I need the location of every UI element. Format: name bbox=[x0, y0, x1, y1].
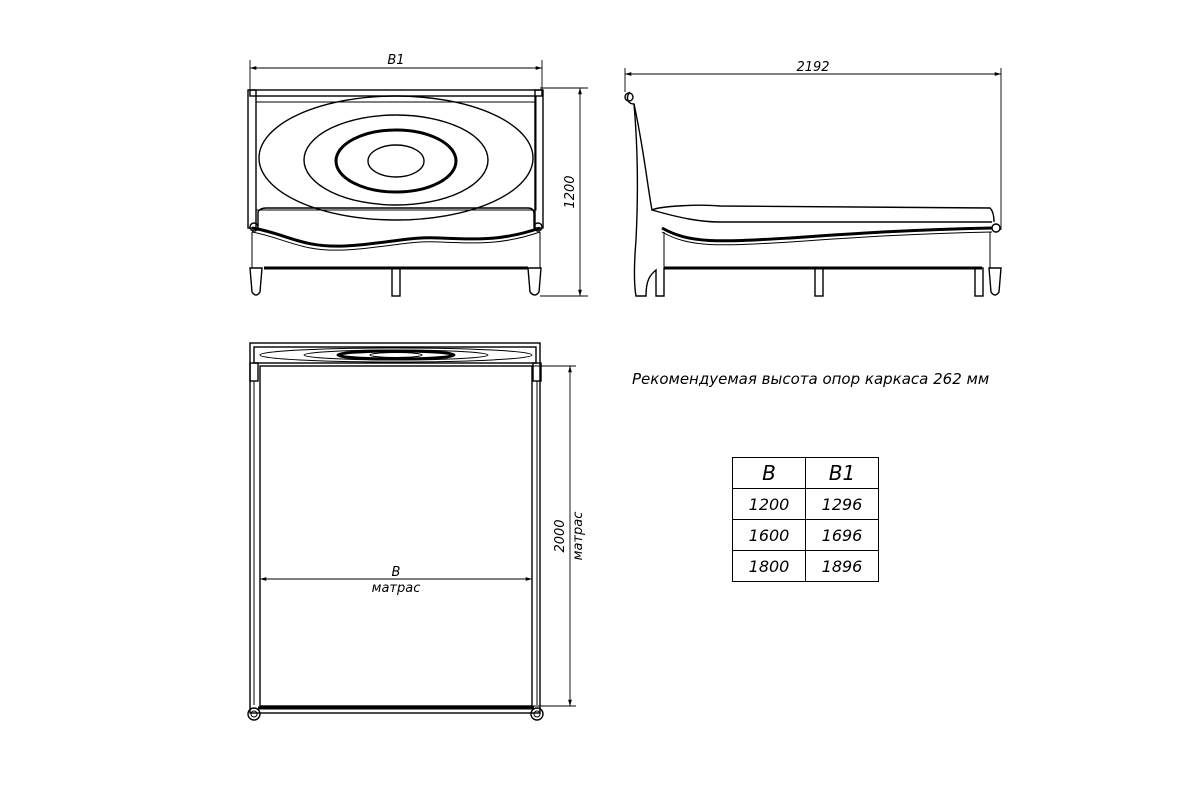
recommendation-note: Рекомендуемая высота опор каркаса 262 мм bbox=[632, 370, 990, 388]
size-table-cell: 1600 bbox=[733, 520, 806, 551]
top-length-label: 2000 bbox=[553, 519, 568, 553]
front-height-label: 1200 bbox=[563, 175, 578, 209]
top-foot-post-left bbox=[248, 708, 260, 720]
side-leg-foot bbox=[989, 268, 1001, 295]
front-wave-rail bbox=[252, 228, 540, 246]
front-width-label: B1 bbox=[387, 53, 405, 68]
top-view bbox=[248, 343, 586, 720]
top-mattress bbox=[260, 366, 532, 706]
side-length-label: 2192 bbox=[796, 60, 830, 75]
top-length-sublabel: матрас bbox=[571, 511, 586, 561]
size-table-cell: 1800 bbox=[733, 551, 806, 582]
size-table-cell: 1696 bbox=[806, 520, 879, 551]
top-frame bbox=[250, 343, 540, 713]
table-row bbox=[733, 489, 879, 520]
top-width-label: B bbox=[391, 565, 401, 580]
headboard-ellipse-inner bbox=[368, 145, 424, 177]
table-row bbox=[733, 520, 879, 551]
size-table-header bbox=[733, 458, 879, 489]
top-foot-post-right bbox=[531, 708, 543, 720]
top-width-sublabel: матрас bbox=[371, 581, 421, 596]
size-table bbox=[732, 457, 879, 582]
side-wave-rail bbox=[662, 228, 992, 241]
size-table-cell: 1896 bbox=[806, 551, 879, 582]
front-view bbox=[248, 53, 588, 296]
side-headboard-profile bbox=[627, 92, 994, 222]
front-leg-right bbox=[528, 268, 541, 295]
size-table-cell: 1296 bbox=[806, 489, 879, 520]
size-table-cell: 1200 bbox=[733, 489, 806, 520]
table-row bbox=[733, 551, 879, 582]
front-leg-left bbox=[250, 268, 262, 295]
size-table-header-cell: B bbox=[733, 458, 806, 489]
side-view bbox=[625, 60, 1001, 296]
front-center-support bbox=[392, 268, 400, 296]
size-table-header-cell: B1 bbox=[806, 458, 879, 489]
